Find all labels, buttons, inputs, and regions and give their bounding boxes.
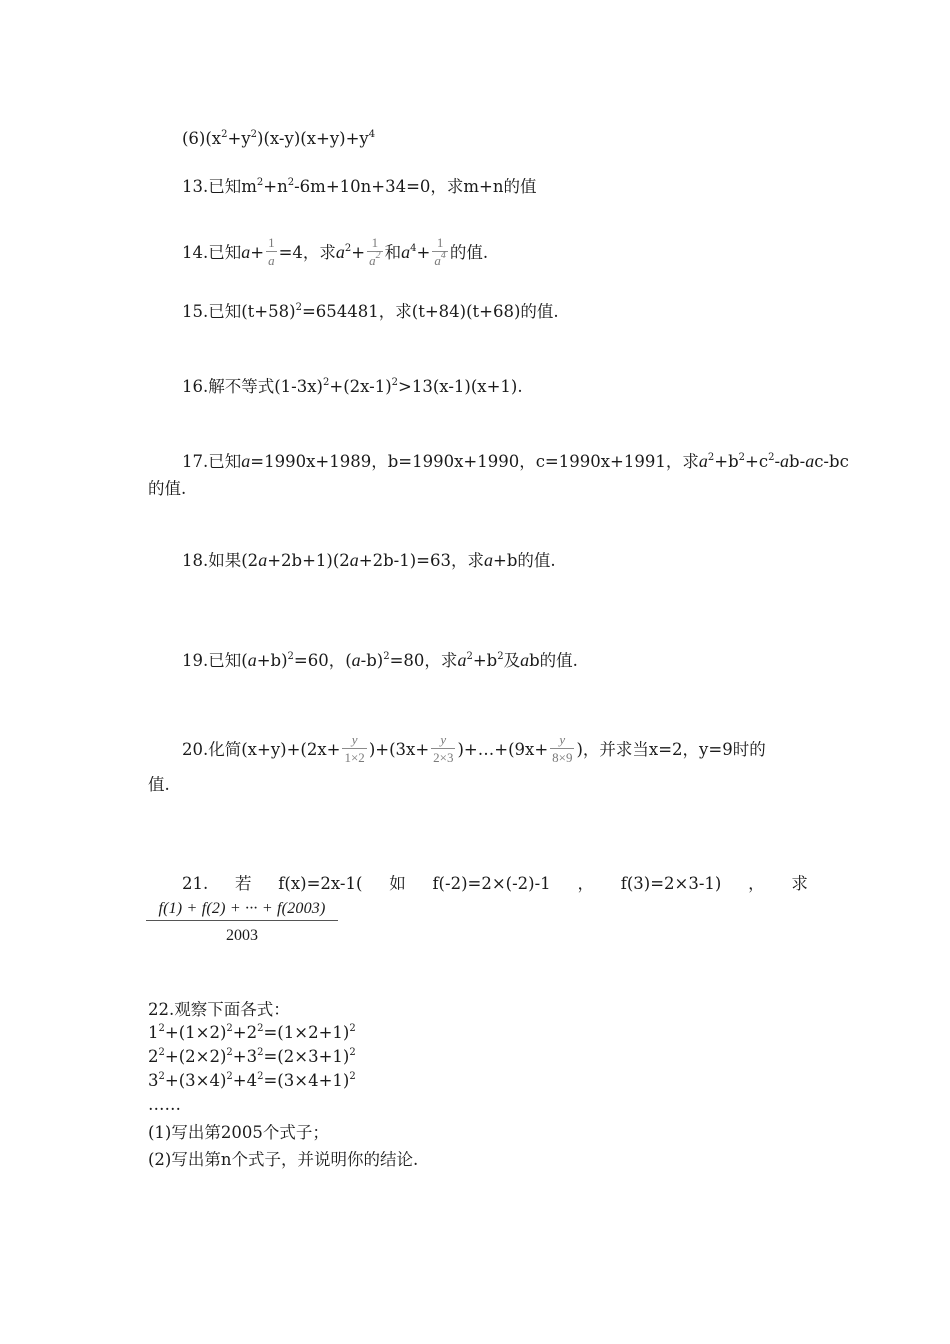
- ellipsis: ……: [148, 1095, 181, 1114]
- problem-15: 15.已知$(t+58)^2=654481$，求(t+84)(t+68)的值.: [182, 302, 559, 321]
- problem-14: 14.已知a+ $\frac{1}{a}$ =4，求$a^2+$ $\frac{1}{a^2}$ 和$a^4+$ $\frac{1}{a^4}$ 的值.: [182, 235, 489, 268]
- fraction-y-over-8x9: $\frac{y}{8\times 9}$: [552, 732, 573, 765]
- sub-question-2: (2)写出第n个式子，并说明你的结论.: [148, 1150, 419, 1169]
- fraction-y-over-2x3: $\frac{y}{2\times 3}$: [433, 732, 454, 765]
- pattern-line-1: $1^2+(1\times 2)^2+2^2=(1\times 2+1)^2$: [148, 1023, 356, 1042]
- fraction-1-over-a2: $\frac{1}{a^2}$: [369, 235, 381, 268]
- fraction-1-over-a4: $\frac{1}{a^4}$: [434, 235, 446, 268]
- problem-20-continuation: 值.: [148, 775, 170, 794]
- problem-12-part-6: $(6)(x^2+y^2)(x-y)(x+y)+y^4$: [182, 129, 376, 148]
- sub-question-1: (1)写出第2005个式子；: [148, 1123, 329, 1142]
- problem-18: 18.如果(2a+2b+1)(2a+2b-1)=63，求a+b的值.: [182, 550, 556, 570]
- problem-16: 16.解不等式$(1-3x)^2+(2x-1)^2>13(x-1)(x+1)$.: [182, 377, 523, 396]
- problem-22: 22.观察下面各式：: [148, 1000, 290, 1019]
- pattern-line-2: $2^2+(2\times 2)^2+3^2=(2\times 3+1)^2$: [148, 1047, 356, 1066]
- fraction-1-over-a: $\frac{1}{a}$: [268, 235, 275, 268]
- problem-13: 13.已知$m^2+n^2-6m+10n+34=0$，求m+n的值: [182, 177, 537, 196]
- problem-20: 20.化简(x+y)+(2x+ $\frac{y}{1\times 2}$ )+(3x+ $\frac{y}{2\times 3}$ )+…+(9x+ $\frac{y}{8\times 9}$ )，并求当x=2，y=9时的: [182, 732, 766, 765]
- problem-21-fraction: f(1) + f(2) + ··· + f(2003) 2003: [146, 900, 338, 945]
- fraction-y-over-1x2: $\frac{y}{1\times 2}$: [344, 732, 365, 765]
- problem-21: 21. 若 f(x)=2x-1( 如 f(-2)=2×(-2)-1 ， f(3)=2×3-1) ， 求: [182, 874, 808, 893]
- problem-17: 17.已知a=1990x+1989，b=1990x+1990，c=1990x+1991，求$a^2+b^2+c^2-ab-ac-bc$: [182, 451, 849, 471]
- pattern-line-3: $3^2+(3\times 4)^2+4^2=(3\times 4+1)^2$: [148, 1071, 356, 1090]
- problem-19: 19.已知$(a+b)^2=60$，$(a-b)^2=80$，求$a^2+b^2$及ab的值.: [182, 650, 578, 670]
- problem-17-continuation: 的值.: [148, 479, 187, 498]
